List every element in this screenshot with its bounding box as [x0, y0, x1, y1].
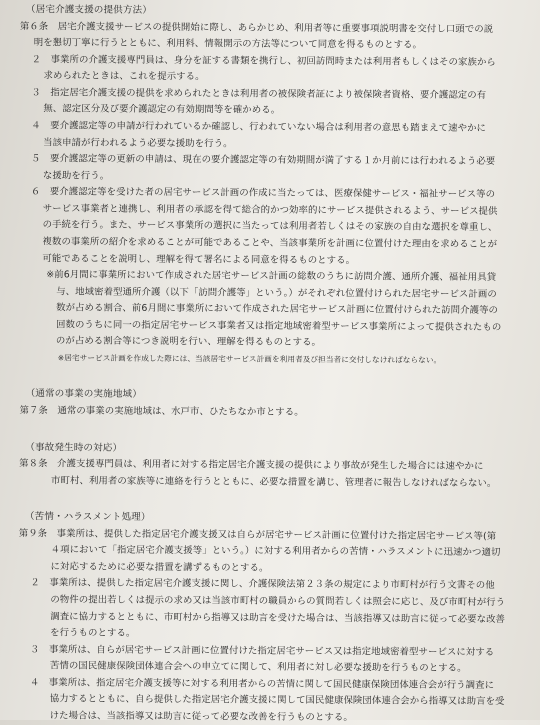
article-text: ４ 事業所は、指定居宅介護支援等に対する利用者からの苦情に関して国民健康保険団体連合会が行う調査に — [29, 677, 495, 692]
article-text: 回数のうちに同一の指定居宅サービス事業者又は指定地域密着型サービス事業所によって提供されたもの — [55, 319, 502, 334]
section-heading: （事故発生時の対応） — [25, 442, 123, 454]
article-text: ６ 要介護認定等を受けた者の居宅サービス計画の作成に当たっては、医療保健サービス・福祉サービス等の — [30, 186, 496, 201]
article-text: 市町村、利用者の家族等に連絡を行うとともに、必要な措置を講じ、管理者に報告しなければならない。 — [51, 475, 497, 490]
article-text: 求められたときは、これを提示する。 — [43, 70, 205, 83]
article-text: に対応するために必要な措置を講ずるものとする。 — [50, 561, 269, 574]
article-text: ４ 要介護認定等の申請が行われているか確認し、行われていない場合は利用者の意思も踏まえて速やかに — [31, 120, 487, 134]
article-text: ４項において「指定居宅介護支援等」という。）に対する利用者からの苦情・ハラスメントに迅速かつ適切 — [50, 544, 501, 559]
article-text: のが占める割合等につき説明を行い、理解を得るものとする。 — [55, 335, 322, 348]
article-text: 無、認定区分及び要介護認定の有効期間等を確かめる。 — [43, 103, 281, 116]
section-heading: （居宅介護支援の提供方法） — [25, 4, 153, 16]
article-text: ２ 事業所の介護支援専門員は、身分を証する書類を携行し、初回訪問時または利用者もしくはその家族から — [31, 54, 496, 69]
article-text: 第７条 通常の事業の実施地域は、水戸市、ひたちなか市とする。 — [19, 405, 304, 418]
article-text: ３ 指定居宅介護支援の提供を求められたときは利用者の被保険者証により被保険者資格、要介護認定の有 — [31, 87, 487, 101]
article-text: 調査に協力するとともに、市町村から指導又は助言を受けた場合は、当該指導又は助言に従って必要な改善 — [50, 611, 506, 626]
article-text: 第８条 介護支援専門員は、利用者に対する指定居宅介護支援の提供により事故が発生した場合には速やかに — [19, 458, 484, 472]
article-text: 明を懇切丁寧に行うとともに、利用料、情報開示の方法等について同意を得るものとする。 — [33, 37, 423, 51]
article-text: 苦情の国民健康保険団体連合会への申立てに関して、利用者に対し必要な援助を行うものとする。 — [49, 660, 467, 674]
article-text: 当該申請が行われるよう必要な援助を行う。 — [43, 137, 233, 150]
article-text: ５ 要介護認定等の更新の申請は、現在の要介護認定等の有効期間が満了する１か月前には行われるよう必要 — [30, 153, 496, 168]
article-text: 可能であることを説明し、理解を得て署名による同意を得るものとする。 — [42, 253, 356, 267]
article-text: ３ 事業所は、自らが居宅サービス計画に位置付けた指定居宅サービス又は指定地域密着型サービスに対する — [29, 644, 495, 659]
article-text: 与、地域密着型通所介護（以下「訪問介護等」という。）がそれぞれ位置付けられた居宅サービス計画の — [56, 286, 497, 301]
article-text: けた場合は、当該指導又は助言に従って必要な改善を行うものとする。 — [49, 710, 353, 724]
article-text: ※前6月間に事業所において作成された居宅サービス計画の総数のうちに訪問介護、通所介護、福祉用具貸 — [46, 269, 497, 284]
article-text: 協力するとともに、自ら提供した指定居宅介護支援に関して国民健康保険団体連合会から指導又は助言を受 — [49, 693, 505, 708]
section-heading: （通常の事業の実施地域） — [25, 388, 142, 400]
article-text: ２ 事業所は、提供した指定居宅介護支援に関し、介護保険法第２３条の規定により市町村が行う文書その他 — [30, 577, 495, 592]
article-text: 第９条 事業所は、提供した指定居宅介護支援又は自らが居宅サービス計画に位置付けた指定居宅サービス等(第 — [18, 528, 497, 543]
article-text: 複数の事業所の紹介を求めることが可能であることや、当該事業所を計画に位置付けた理由を求めることが — [42, 236, 498, 251]
article-text: 第６条 居宅介護支援サービスの提供開始に際し、あらかじめ、利用者等に重要事項説明書を交付し口頭での説 — [19, 21, 494, 36]
article-text: サービス事業者と連携し、利用者の承認を得て総合的かつ効率的にサービス提供されるよう、サービス提供 — [42, 203, 498, 218]
article-text: 数が占める割合、前6月間に事業所において作成された居宅サービス計画に位置付けられた訪問介護等の — [56, 302, 499, 317]
article-text: を行うものとする。 — [50, 627, 136, 639]
section-heading: （苦情・ハラスメント処理） — [24, 511, 151, 523]
article-text: な援助を行う。 — [42, 170, 110, 182]
article-text: の手続を行う。また、サービス事業所の選択に当たっては利用者若しくはその家族の自由な選択を尊重し、 — [42, 219, 498, 234]
article-text: の物件の提出若しくは提示の求め又は当該市町村の職員からの質問若しくは照会に応じ、及び市町村が行う — [50, 594, 506, 609]
note-text: ※居宅サービス計画を作成した際には、当該居宅サービス計画を利用者及び担当者に交付しなければならない。 — [57, 353, 442, 365]
